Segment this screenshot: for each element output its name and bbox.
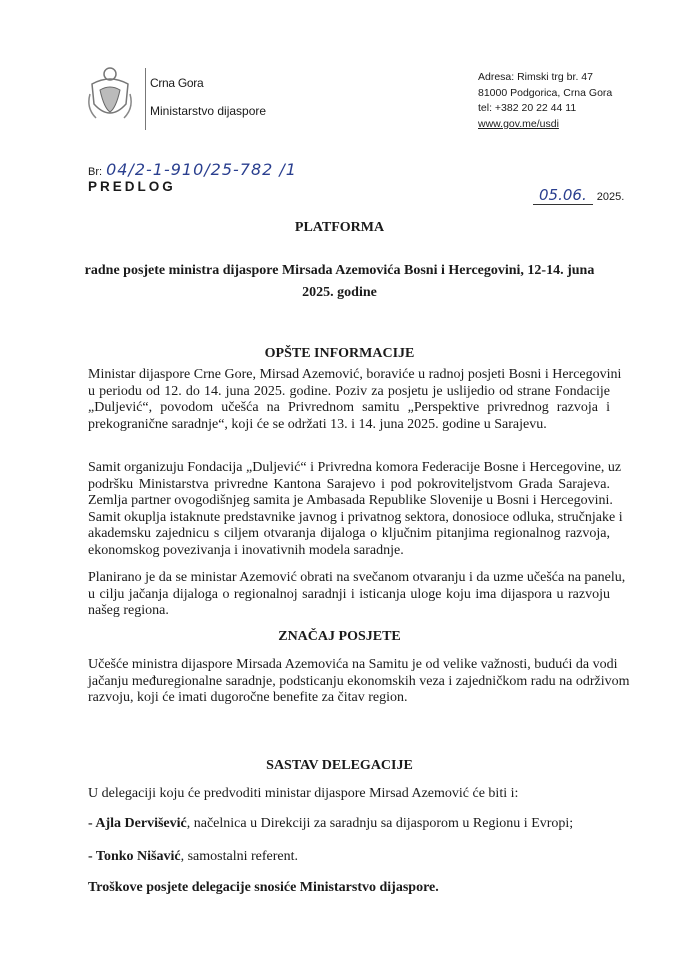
ministry-name: Ministarstvo dijaspore: [150, 104, 267, 118]
section-heading-general: OPŠTE INFORMACIJE: [264, 346, 415, 361]
text-line: u cilju jačanja dijaloga o regionalnoj saradnji i isticanja uloge koju ima dijaspora u razvoju: [88, 586, 610, 602]
ref-handwritten: 04/2-1-910/25-782 /1: [106, 160, 297, 179]
doc-type: PREDLOG: [88, 179, 176, 194]
date: [533, 186, 624, 205]
address-line: tel: +382 20 22 44 11: [478, 102, 577, 114]
coat-of-arms-logo: [86, 64, 134, 128]
address-line: 81000 Podgorica, Crna Gora: [478, 86, 613, 99]
delegation-intro: U delegaciji koju će predvoditi ministar dijaspore Mirsad Azemović će biti i:: [88, 786, 519, 801]
delegation-member: [88, 849, 610, 866]
text-line: Ministar dijaspore Crne Gore, Mirsad Azemović, boraviće u radnoj posjeti Bosni i Hercegovini: [88, 367, 622, 382]
website-link[interactable]: www.gov.me/usdi: [478, 117, 559, 130]
text-line: našeg regiona.: [88, 603, 169, 618]
reference-number: [88, 160, 297, 180]
text-line: Samit okuplja istaknute predstavnike javnog i privatnog sektora, donosioce odluka, stručnjake i: [88, 509, 623, 525]
text-line: Planirano je da se ministar Azemović obrati na svečanom otvaranju i da uzme učešća na panelu,: [88, 570, 626, 585]
text-line: razvoju, koji će imati dugoročne benefite za čitav region.: [88, 690, 408, 705]
text-line: prekogranične saradnje“, koji će se održati 13. i 14. juna 2025. godine u Sarajevu.: [88, 416, 547, 432]
member-role: , načelnica u Direkciji za saradnju sa dijasporom u Regionu i Evropi;: [186, 816, 574, 831]
date-handwritten: 05.06.: [533, 186, 593, 205]
subtitle-line: 2025. godine: [302, 285, 377, 300]
general-paragraph-2: [88, 460, 623, 559]
country-name: Crna Gora: [150, 76, 204, 90]
member-role: , samostalni referent.: [180, 849, 298, 864]
section-heading-importance: ZNAČAJ POSJETE: [278, 629, 401, 644]
text-line: podršku Ministarstva privredne Kantona Sarajevo i pod pokroviteljstvom Grada Sarajeva.: [88, 476, 610, 492]
general-paragraph-1: [88, 367, 622, 433]
text-line: Učešće ministra dijaspore Mirsada Azemovića na Samitu je od velike važnosti, budući da vodi: [88, 657, 618, 672]
text-line: „Duljević“, povodom učešća na Privrednom samitu „Perspektive privrednog razvoja i: [88, 400, 610, 415]
delegation-member: [88, 816, 610, 833]
text-line: Samit organizuju Fondacija „Duljević“ i Privredna komora Federacije Bosne i Hercegovine, uz: [88, 460, 622, 475]
section-heading-delegation: SASTAV DELEGACIJE: [266, 758, 413, 773]
text-line: akademsku zajednicu s ciljem otvaranja dijaloga o ključnim pitanjima regionalnog razvoja,: [88, 526, 610, 541]
member-name: - Ajla Dervišević: [88, 816, 187, 831]
general-paragraph-3: [88, 570, 626, 620]
address-line: Adresa: Rimski trg br. 47: [478, 71, 593, 83]
member-name: - Tonko Nišavić: [88, 849, 181, 864]
text-line: ekonomskog povezivanja i inovativnih modela saradnje.: [88, 542, 404, 558]
text-line: Zemlja partner ovogodišnjeg samita je Ambasada Republike Slovenije u Bosni i Hercegovini.: [88, 493, 613, 508]
header-divider: [145, 68, 146, 130]
subtitle-line: radne posjete ministra dijaspore Mirsada Azemovića Bosni i Hercegovini, 12-14. juna: [84, 263, 595, 278]
ref-label: Br:: [88, 166, 103, 178]
importance-paragraph: [88, 657, 630, 707]
text-line: jačanju međuregionalne saradnje, podsticanju ekonomskih veza i zajedničkom radu na održivom: [88, 673, 630, 689]
text-line: u periodu od 12. do 14. juna 2025. godine. Poziv za posjetu je uslijedio od strane Fondacije: [88, 383, 610, 399]
document-subtitle: [0, 260, 679, 304]
costs-statement: Troškove posjete delegacije snosiće Ministarstvo dijaspore.: [88, 880, 439, 895]
date-year: 2025.: [596, 191, 625, 203]
document-title: PLATFORMA: [294, 220, 385, 235]
address-block: [478, 70, 612, 132]
